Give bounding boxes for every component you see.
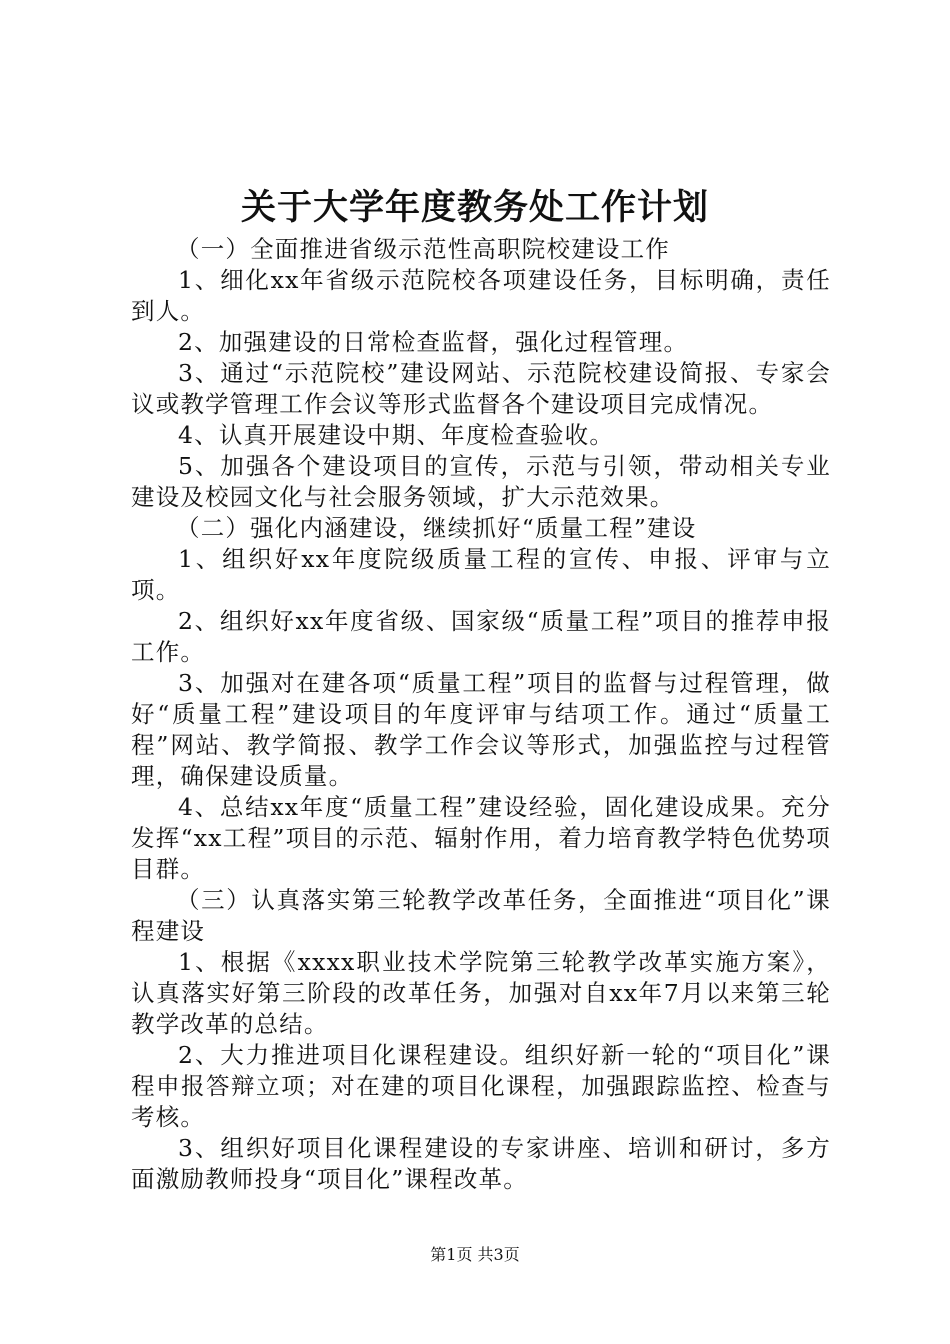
paragraph-item: 4、认真开展建设中期、年度检查验收。 (178, 421, 615, 449)
paragraph-item: 3、组织好项目化课程建设的专家讲座、培训和研讨，多方面激励教师投身“项目化”课程改革。 (131, 1134, 831, 1193)
paragraph-item: 2、组织好xx年度省级、国家级“质量工程”项目的推荐申报工作。 (131, 607, 831, 666)
page-number-footer: 第1页 共3页 (430, 1245, 520, 1264)
paragraph-item: 4、总结xx年度“质量工程”建设经验，固化建设成果。充分发挥“xx工程”项目的示范、辐射作用，着力培育教学特色优势项目群。 (131, 793, 831, 883)
paragraph-item: 3、加强对在建各项“质量工程”项目的监督与过程管理，做好“质量工程”建设项目的年度评审与结项工作。通过“质量工程”网站、教学简报、教学工作会议等形式，加强监控与过程管理，确保建设质量。 (131, 669, 831, 790)
document-title: 关于大学年度教务处工作计划 (240, 187, 709, 228)
paragraph-item: 5、加强各个建设项目的宣传，示范与引领，带动相关专业建设及校园文化与社会服务领域，扩大示范效果。 (131, 452, 831, 511)
paragraph-item: 3、通过“示范院校”建设网站、示范院校建设简报、专家会议或教学管理工作会议等形式监督各个建设项目完成情况。 (131, 359, 831, 418)
paragraph-item: 1、根据《xxxx职业技术学院第三轮教学改革实施方案》，认真落实好第三阶段的改革任务，加强对自xx年7月以来第三轮教学改革的总结。 (131, 948, 831, 1038)
paragraph-item: 2、大力推进项目化课程建设。组织好新一轮的“项目化”课程申报答辩立项；对在建的项目化课程，加强跟踪监控、检查与考核。 (131, 1041, 831, 1131)
section-heading-3: （三）认真落实第三轮教学改革任务，全面推进“项目化”课程建设 (131, 886, 831, 945)
paragraph-item: 1、细化xx年省级示范院校各项建设任务，目标明确，责任到人。 (131, 266, 831, 325)
paragraph-item: 1、组织好xx年度院级质量工程的宣传、申报、评审与立项。 (131, 545, 831, 604)
section-heading-2: （二）强化内涵建设，继续抓好“质量工程”建设 (176, 514, 697, 542)
document-body (131, 234, 831, 1195)
section-heading-1: （一）全面推进省级示范性高职院校建设工作 (176, 235, 670, 263)
paragraph-item: 2、加强建设的日常检查监督，强化过程管理。 (178, 328, 689, 356)
